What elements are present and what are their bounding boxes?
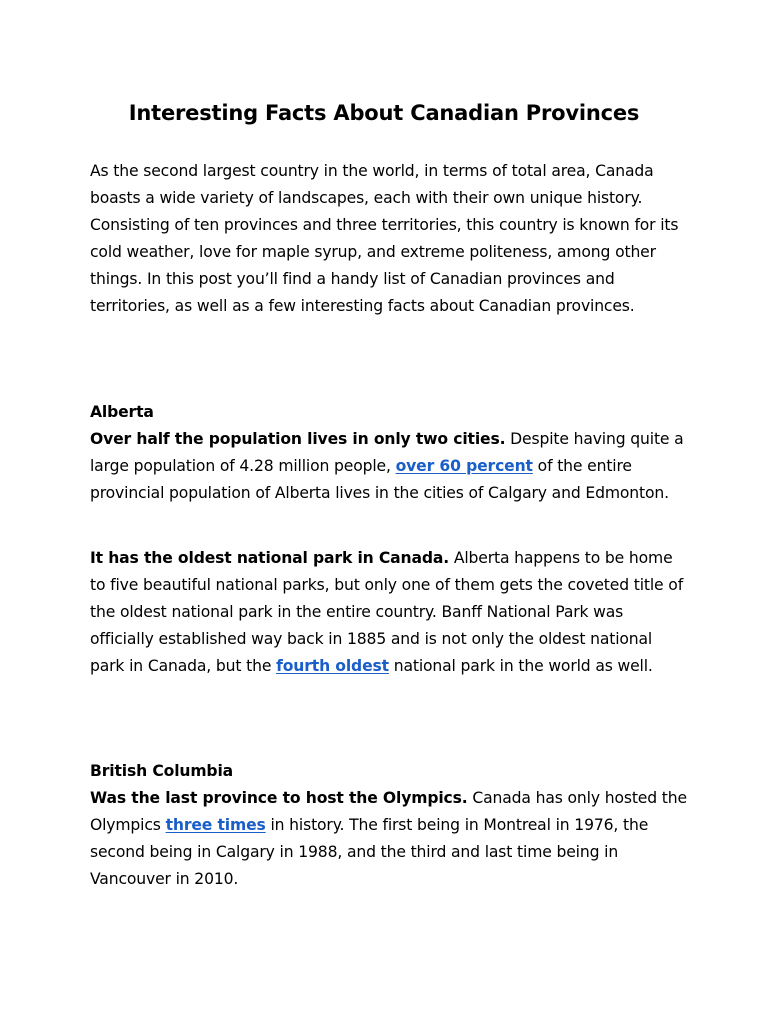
fact-paragraph — [90, 789, 687, 888]
fact-text: national park in the world as well. — [388, 657, 653, 675]
fact-text: Despite having quite a large population of 4.28 million people, — [90, 430, 684, 475]
section-british-columbia — [90, 758, 690, 893]
link-fourth-oldest[interactable]: fourth oldest — [276, 657, 389, 675]
fact-lead: Over half the population lives in only two cities. — [90, 430, 506, 448]
link-three-times[interactable]: three times — [165, 816, 266, 834]
link-over-60-percent[interactable]: over 60 percent — [395, 457, 533, 475]
section-heading-alberta: Alberta — [90, 403, 154, 421]
page-title: Interesting Facts About Canadian Provinces — [128, 101, 640, 125]
fact-lead: Was the last province to host the Olympics. — [90, 789, 468, 807]
fact-paragraph — [90, 545, 690, 680]
section-heading-british-columbia: British Columbia — [90, 762, 234, 780]
fact-text: Canada has only hosted the Olympics — [90, 789, 687, 834]
fact-lead: It has the oldest national park in Canada. — [90, 549, 450, 567]
fact-text: Alberta happens to be home to five beautiful national parks, but only one of them gets the coveted title of the oldest national park in the entire country. Banff National Park was officially established way back in 1885 and is not only the oldest national park in Canada, but the — [90, 549, 684, 675]
fact-paragraph — [90, 430, 684, 502]
fact-text: in history. The first being in Montreal in 1976, the second being in Calgary in 1988, and the third and last time being in Vancouver in 2010. — [90, 816, 649, 888]
fact-text: of the entire provincial population of Alberta lives in the cities of Calgary and Edmonton. — [90, 457, 669, 502]
intro-paragraph: As the second largest country in the world, in terms of total area, Canada boasts a wide variety of landscapes, each with their own unique history. Consisting of ten provinces and three territories, this country is known for its cold weather, love for maple syrup, and extreme politeness, among other things. In this post you’ll find a handy list of Canadian provinces and territories, as well as a few interesting facts about Canadian provinces. — [90, 162, 679, 315]
section-alberta — [90, 399, 690, 507]
